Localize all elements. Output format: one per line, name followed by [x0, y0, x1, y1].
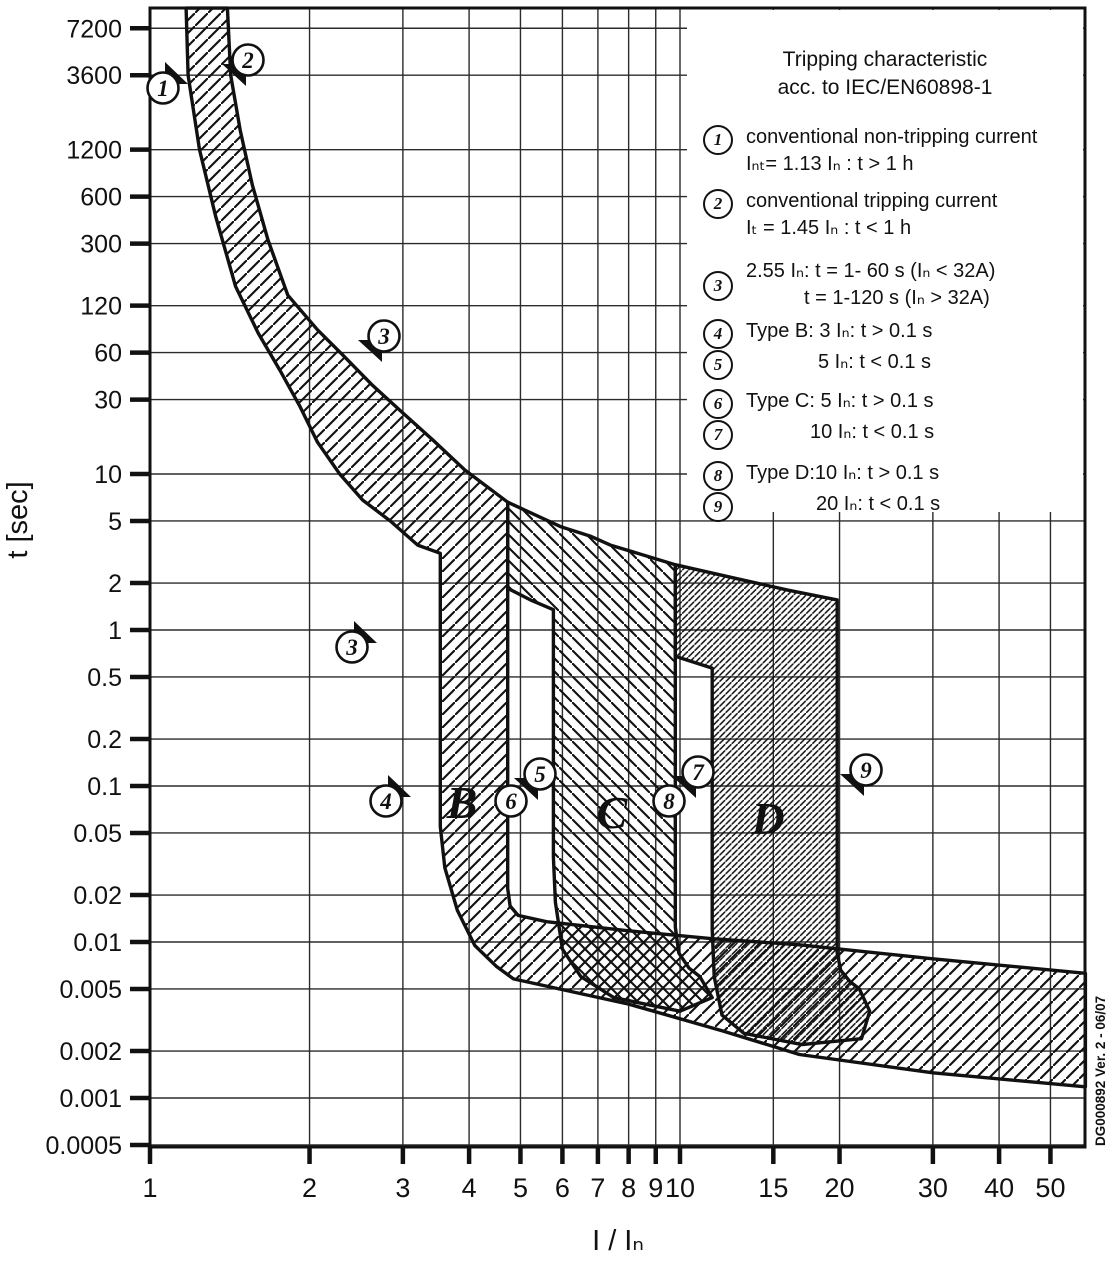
y-tick-label-1: 1: [108, 617, 122, 645]
marker-number: 9: [860, 758, 872, 783]
legend-item-line: Type C: 5 Iₙ: t > 0.1 s: [746, 390, 934, 412]
zone-label-b: B: [446, 777, 478, 828]
y-tick-label-0.002: 0.002: [59, 1038, 122, 1067]
legend-item-text: [746, 318, 932, 345]
legend-number-icon: 1: [703, 125, 733, 155]
legend-item-text: [746, 491, 940, 518]
legend-number-icon: 7: [703, 420, 733, 450]
legend-item-2: [687, 188, 1083, 242]
watermark: DG000892 Ver. 2 - 06/07: [1093, 995, 1108, 1146]
y-tick-label-0.005: 0.005: [59, 975, 122, 1004]
legend-item-9: [687, 491, 1083, 522]
legend-number-icon: 4: [703, 319, 733, 349]
y-tick-label-0.2: 0.2: [87, 726, 122, 755]
marker-8: [654, 786, 685, 817]
marker-number: 2: [242, 48, 254, 73]
legend-item-1: [687, 124, 1083, 178]
y-tick-label-60: 60: [94, 339, 122, 368]
x-tick-label-10: 10: [664, 1173, 696, 1203]
y-tick-label-0.001: 0.001: [59, 1085, 122, 1113]
legend-item-line: conventional tripping current: [746, 190, 998, 212]
marker-6: [496, 786, 527, 817]
x-tick-label-30: 30: [917, 1173, 948, 1203]
y-tick-label-0.05: 0.05: [73, 819, 122, 848]
legend-number-icon: 6: [703, 389, 733, 419]
y-tick-label-1200: 1200: [66, 136, 122, 165]
legend-title-line1: Tripping characteristic: [782, 48, 988, 71]
legend-item-text: [746, 460, 939, 487]
x-tick-label-4: 4: [461, 1173, 477, 1203]
legend-item-5: [687, 349, 1083, 380]
legend-item-line: Type B: 3 Iₙ: t > 0.1 s: [746, 320, 933, 342]
y-tick-label-2: 2: [108, 570, 122, 599]
y-tick-label-120: 120: [80, 292, 122, 321]
legend-item-6: [687, 388, 1083, 419]
legend-number-icon: 2: [703, 189, 733, 219]
legend-item-3: [687, 258, 1083, 312]
x-tick-label-6: 6: [554, 1173, 570, 1203]
y-tick-label-0.01: 0.01: [73, 929, 122, 957]
legend-item-line: conventional non-tripping current: [746, 126, 1038, 148]
legend-number-icon: 8: [703, 461, 733, 491]
y-tick-label-300: 300: [80, 230, 122, 259]
y-tick-label-10: 10: [94, 461, 122, 489]
x-tick-label-7: 7: [590, 1173, 606, 1203]
x-axis-title: I / Iₙ: [592, 1225, 644, 1257]
legend-item-line: 20 Iₙ: t < 0.1 s: [816, 493, 941, 515]
y-tick-label-3600: 3600: [66, 62, 122, 91]
marker-1: [148, 62, 189, 104]
legend-title-line2: acc. to IEC/EN60898-1: [777, 76, 993, 99]
legend-box: [687, 10, 1083, 516]
legend-item-line: 2.55 Iₙ: t = 1- 60 s (Iₙ < 32A): [746, 260, 996, 282]
legend-number-icon: 5: [703, 350, 733, 380]
legend-item-text: [746, 388, 934, 415]
legend-item-line: Type D:10 Iₙ: t > 0.1 s: [746, 462, 940, 484]
marker-number: 7: [692, 760, 704, 785]
legend-item-line: Iₜ = 1.45 Iₙ : t < 1 h: [746, 217, 912, 239]
y-tick-label-30: 30: [94, 386, 122, 415]
marker-3: [358, 321, 400, 363]
legend-item-text: [746, 188, 997, 242]
marker-number: 5: [534, 762, 546, 787]
y-axis-title: t [sec]: [2, 481, 34, 559]
legend-item-4: [687, 318, 1083, 349]
marker-9: [840, 755, 882, 797]
legend-item-7: [687, 419, 1083, 450]
x-tick-label-20: 20: [824, 1173, 855, 1203]
x-tick-label-8: 8: [621, 1173, 637, 1203]
zone-label-d: D: [751, 793, 785, 844]
x-tick-label-15: 15: [758, 1173, 789, 1203]
x-tick-label-40: 40: [984, 1173, 1015, 1203]
legend-item-text: [746, 349, 931, 376]
y-tick-label-5: 5: [108, 507, 122, 536]
zone-label-c: C: [596, 787, 628, 838]
x-tick-label-5: 5: [512, 1173, 528, 1203]
legend-item-line: Iₙₜ= 1.13 Iₙ : t > 1 h: [746, 153, 914, 175]
legend-item-text: [746, 258, 995, 312]
legend-item-line: t = 1-120 s (Iₙ > 32A): [804, 287, 990, 309]
legend-item-text: [746, 124, 1037, 178]
legend-number-icon: 9: [703, 492, 733, 522]
x-tick-label-50: 50: [1035, 1173, 1066, 1203]
legend-item-8: [687, 460, 1083, 491]
marker-number: 3: [346, 635, 358, 660]
marker-number: 6: [505, 789, 517, 814]
x-tick-label-9: 9: [648, 1173, 664, 1203]
marker-number: 1: [157, 76, 169, 101]
legend-item-line: 10 Iₙ: t < 0.1 s: [810, 421, 935, 443]
x-tick-label-2: 2: [302, 1173, 318, 1203]
y-tick-label-0.0005: 0.0005: [45, 1131, 122, 1160]
marker-3: [337, 621, 378, 663]
marker-number: 3: [378, 324, 390, 349]
legend-item-line: 5 Iₙ: t < 0.1 s: [818, 351, 932, 373]
y-tick-label-0.1: 0.1: [87, 773, 122, 801]
legend-item-text: [746, 419, 934, 446]
marker-4: [371, 775, 412, 817]
y-tick-label-7200: 7200: [66, 15, 122, 44]
marker-number: 4: [380, 789, 392, 814]
y-tick-label-0.5: 0.5: [87, 663, 122, 692]
legend-title: [687, 46, 1083, 102]
x-tick-label-3: 3: [395, 1173, 411, 1203]
y-tick-label-600: 600: [80, 183, 122, 212]
legend-number-icon: 3: [703, 271, 733, 301]
marker-number: 8: [663, 789, 675, 814]
legend-items: [687, 124, 1083, 522]
x-tick-label-1: 1: [142, 1173, 158, 1203]
y-tick-label-0.02: 0.02: [73, 882, 122, 911]
